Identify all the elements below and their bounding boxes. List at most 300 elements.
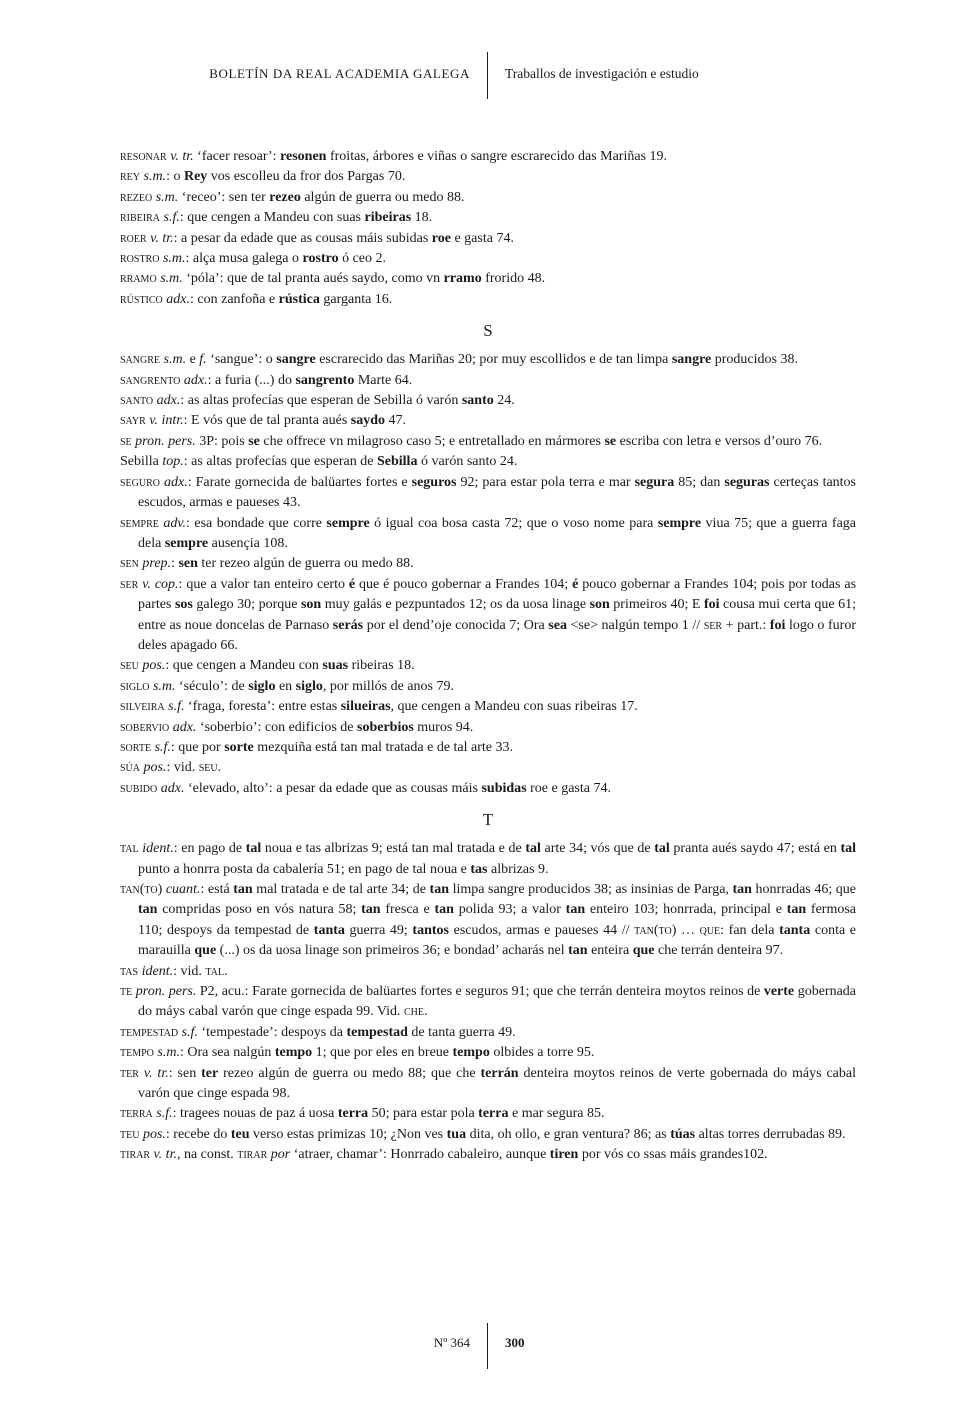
headword: siglo xyxy=(120,678,150,694)
entry-text: : esa bondade que corre xyxy=(186,515,327,531)
entry-text: ó ceo 2. xyxy=(338,251,387,267)
entry-text: 47. xyxy=(385,413,407,429)
glossary-entry xyxy=(120,839,856,880)
example-keyword: tan xyxy=(361,902,381,918)
example-keyword: tempestad xyxy=(346,1024,408,1040)
grammar-label: s.f. xyxy=(163,210,180,226)
headword: rramo xyxy=(120,271,157,287)
page-number: 300 xyxy=(505,1335,525,1350)
entry-text: Sebilla xyxy=(120,454,163,470)
example-keyword: sorte xyxy=(224,739,254,755)
example-keyword: sangre xyxy=(276,352,316,368)
entry-text: : alça musa galega o xyxy=(185,251,303,267)
example-keyword: que xyxy=(632,943,655,959)
entry-text: : en pago de xyxy=(173,841,246,857)
entry-text: ter rezeo algún de guerra ou medo 88. xyxy=(197,556,414,572)
example-keyword: Sebilla xyxy=(376,454,418,470)
example-keyword: sangrento xyxy=(295,372,355,388)
example-keyword: foi xyxy=(703,597,720,613)
example-keyword: suas xyxy=(322,658,349,674)
example-keyword: silueiras xyxy=(340,699,391,715)
glossary-entry xyxy=(120,738,856,758)
entry-text: : recebe do xyxy=(165,1126,231,1142)
entry-text: : xyxy=(171,556,179,572)
example-keyword: tan xyxy=(434,902,454,918)
headword: tan(to) xyxy=(120,882,163,897)
entry-text: ‘século’: de xyxy=(175,678,249,694)
entry-text: ó varón santo 24. xyxy=(417,454,518,470)
headword: sangre xyxy=(120,352,161,368)
headword: sen xyxy=(120,556,139,572)
grammar-label: s.f. xyxy=(181,1024,198,1040)
headword: resonar xyxy=(120,149,167,164)
entry-text: : Ora sea nalgún xyxy=(179,1045,275,1061)
entry-text: primeiros 40; E xyxy=(609,597,704,613)
entry-text: 1; que por eles en breue xyxy=(312,1045,453,1061)
entry-text: e gasta 74. xyxy=(450,230,514,246)
headword: sorte xyxy=(120,739,152,755)
entry-text: arte 34; vós que de xyxy=(540,841,655,857)
example-keyword: tal xyxy=(245,841,262,857)
headword: teu xyxy=(120,1126,140,1142)
example-keyword: ter xyxy=(201,1065,219,1081)
grammar-label: adx. xyxy=(172,719,197,735)
glossary-entry xyxy=(120,432,856,452)
entry-text: 85; dan xyxy=(674,474,725,490)
entry-text: roe e gasta 74. xyxy=(526,780,611,796)
grammar-label: pos. xyxy=(142,658,166,674)
example-keyword: tan xyxy=(565,902,586,918)
example-keyword: sangre xyxy=(671,352,712,368)
grammar-label: v. cop. xyxy=(142,576,179,592)
glossary-entry xyxy=(120,656,856,676)
entry-text: polida 93; a valor xyxy=(453,902,566,918)
example-keyword: tan xyxy=(786,902,807,918)
example-keyword: tiren xyxy=(549,1147,579,1163)
entry-text: frorido 48. xyxy=(481,271,546,287)
header-divider xyxy=(487,52,488,99)
headword: roer xyxy=(120,230,147,246)
glossary-entry xyxy=(120,1064,856,1105)
entry-text: mezquiña está tan mal tratada e de tal arte 33. xyxy=(253,739,514,755)
example-keyword: sea xyxy=(548,617,567,633)
glossary-entry xyxy=(120,249,856,269)
entry-text: che terrán denteira 97. xyxy=(654,943,784,959)
grammar-label: pron. pers. xyxy=(135,433,196,449)
example-keyword: son xyxy=(300,597,322,613)
entry-text: punto a honrra posta da cabalería 51; en pago de tal noua e xyxy=(138,861,471,877)
headword: tas xyxy=(120,963,139,979)
entry-text: olbides a torre 95. xyxy=(489,1045,595,1061)
glossary-entry xyxy=(120,473,856,514)
entry-text: , por millós de anos 79. xyxy=(322,678,454,694)
example-keyword: sempre xyxy=(164,535,209,551)
example-keyword: tempo xyxy=(452,1045,490,1061)
entry-text: . xyxy=(424,1004,428,1020)
example-keyword: tantos xyxy=(412,922,449,938)
entry-text: : Farate gornecida de balüartes fortes e xyxy=(187,474,412,490)
glossary-entry xyxy=(120,677,856,697)
glossary-entry xyxy=(120,1145,856,1165)
entry-text: conta e marauilla xyxy=(138,922,857,959)
grammar-label: cuant. xyxy=(165,882,201,897)
example-keyword: foi xyxy=(769,617,786,633)
grammar-label: v. intr. xyxy=(149,413,184,429)
headword: subido xyxy=(120,780,158,796)
headword: rezeo xyxy=(120,189,153,205)
example-keyword: tempo xyxy=(274,1045,313,1061)
grammar-label: v. tr. xyxy=(150,230,174,246)
headword: tempo xyxy=(120,1045,154,1061)
example-keyword: saydo xyxy=(350,413,386,429)
entry-text: 92; para estar pola terra e mar xyxy=(456,474,635,490)
glossary-entry xyxy=(120,167,856,187)
headword: seu xyxy=(198,760,218,776)
headword: se xyxy=(120,433,132,449)
headword: tirar xyxy=(120,1147,150,1163)
entry-text: 18. xyxy=(411,210,433,226)
headword: sayr xyxy=(120,413,146,429)
headword: terra xyxy=(120,1106,153,1122)
entry-text: altas torres derrubadas 89. xyxy=(695,1126,846,1142)
entry-text: : as altas profecías que esperan de xyxy=(183,454,377,470)
headword: rey xyxy=(120,169,140,185)
entry-text: ‘tempestade’: despoys da xyxy=(197,1024,347,1040)
running-header xyxy=(0,52,975,100)
example-keyword: sempre xyxy=(657,515,702,531)
entry-text: escrarecido das Mariñas 20; por muy escollidos e de tan limpa xyxy=(315,352,672,368)
glossary-entry xyxy=(120,290,856,310)
entry-text: ‘facer resoar’: xyxy=(193,149,281,164)
headword: ribeira xyxy=(120,210,160,226)
headword: te xyxy=(120,984,133,1000)
headword: rostro xyxy=(120,251,160,267)
example-keyword: tan xyxy=(568,943,588,959)
entry-text: ‘atraer, chamar’: Honrrado cabaleiro, aunque xyxy=(290,1147,550,1163)
example-keyword: sos xyxy=(174,597,193,613)
entry-text: escudos, armas e paueses 44 // xyxy=(448,922,635,938)
entry-text: ‘fraga, foresta’: entre estas xyxy=(184,699,341,715)
entry-text: ‘receo’: sen ter xyxy=(178,189,270,205)
example-keyword: tan xyxy=(732,882,752,897)
entry-text: algún de guerra ou medo 88. xyxy=(300,189,465,205)
grammar-label: s.m. xyxy=(163,352,187,368)
entry-text: : a furia (...) do xyxy=(207,372,296,388)
entry-text: 3P: pois xyxy=(195,433,249,449)
headword: seu xyxy=(120,658,139,674)
entry-text: en xyxy=(275,678,296,694)
grammar-label: ident. xyxy=(141,963,174,979)
entry-text: verso estas primizas 10; ¿Non ves xyxy=(249,1126,447,1142)
glossary-entry xyxy=(120,391,856,411)
headword: ser xyxy=(120,576,139,592)
example-keyword: soberbios xyxy=(357,719,414,735)
entry-text: vos escolleu da fror dos Pargas 70. xyxy=(207,169,406,185)
headword: sempre xyxy=(120,515,159,531)
entry-text: que é pouco gobernar a Frandes 104; xyxy=(355,576,573,592)
entry-text: por el dend’oje conocida 7; Ora xyxy=(363,617,549,633)
glossary-entry xyxy=(120,575,856,657)
entry-text: por vós co ssas máis grandes102. xyxy=(578,1147,768,1163)
entry-text: : que a valor tan enteiro certo xyxy=(178,576,349,592)
entry-text: : que cengen a Mandeu con suas xyxy=(179,210,365,226)
entry-text: : con zanfoña e xyxy=(190,291,279,307)
grammar-label: s.m. xyxy=(157,1045,180,1061)
grammar-label: adv. xyxy=(163,515,187,531)
glossary-entry xyxy=(120,269,856,289)
entry-text: che offrece vn milagroso caso 5; e entretallado en mármores xyxy=(259,433,605,449)
journal-title: BOLETÍN DA REAL ACADEMIA GALEGA xyxy=(209,66,470,81)
running-footer xyxy=(0,1323,975,1369)
headword: silveira xyxy=(120,699,165,715)
entry-text: : E vós que de tal pranta aués xyxy=(183,413,351,429)
example-keyword: se xyxy=(604,433,617,449)
glossary-entry xyxy=(120,1104,856,1124)
grammar-label: s.m. xyxy=(160,271,183,287)
entry-text: fermosa 110; despoys da tempestad de xyxy=(138,902,856,938)
glossary-entry xyxy=(120,350,856,370)
example-keyword: sen xyxy=(178,556,198,572)
entry-text: : que cengen a Mandeu con xyxy=(165,658,323,674)
grammar-label: v. tr. xyxy=(143,1065,169,1081)
entry-text: : vid. xyxy=(173,963,206,979)
entry-text: albrizas 9. xyxy=(487,861,549,877)
entry-text: : tragees nouas de paz á uosa xyxy=(172,1106,338,1122)
example-keyword: terra xyxy=(478,1106,509,1122)
entry-text: garganta 16. xyxy=(319,291,393,307)
example-keyword: que xyxy=(194,943,217,959)
example-keyword: é xyxy=(572,576,579,592)
glossary-entry xyxy=(120,411,856,431)
example-keyword: tan xyxy=(429,882,449,897)
example-keyword: tanta xyxy=(313,922,345,938)
entry-text: ‘elevado, alto’: a pesar da edade que as cousas máis xyxy=(184,780,482,796)
glossary-entry xyxy=(120,554,856,574)
entry-text: de tanta guerra 49. xyxy=(407,1024,516,1040)
entry-text: : que por xyxy=(170,739,225,755)
headword: ser xyxy=(703,617,723,633)
example-keyword: santo xyxy=(461,393,494,409)
entry-text: : está xyxy=(200,882,234,897)
entry-text: : o xyxy=(166,169,184,185)
entry-text: ó igual coa bosa casta 72; que o voso nome para xyxy=(369,515,658,531)
entry-text: muros 94. xyxy=(413,719,474,735)
grammar-label: pos. xyxy=(142,1126,166,1142)
grammar-label: s.f. xyxy=(154,739,171,755)
headword: santo xyxy=(120,393,154,409)
entry-text: mal tratada e de tal arte 34; de xyxy=(252,882,430,897)
entry-text: <se> nalgún tempo 1 // xyxy=(566,617,704,633)
example-keyword: son xyxy=(589,597,610,613)
entry-text: pouco gobernar a Frandes 104; pois por todas as partes xyxy=(138,576,857,613)
entry-text: noua e tas albrizas 9; está tan mal tratada e de xyxy=(261,841,526,857)
glossary-entry xyxy=(120,452,856,472)
entry-text: : sen xyxy=(168,1065,202,1081)
issue-number: Nº 364 xyxy=(433,1335,470,1350)
glossary-entry xyxy=(120,880,856,962)
grammar-label: adx. xyxy=(164,474,188,490)
glossary-entry xyxy=(120,779,856,799)
entry-text: escriba con letra e versos d’ouro 76. xyxy=(616,433,823,449)
grammar-label: s.m. xyxy=(152,678,176,694)
entry-text: , na const. xyxy=(176,1147,238,1163)
grammar-label: por xyxy=(270,1147,291,1163)
headword: che xyxy=(404,1004,424,1020)
example-keyword: segura xyxy=(634,474,675,490)
example-keyword: rústica xyxy=(278,291,320,307)
example-keyword: é xyxy=(348,576,356,592)
headword: seguro xyxy=(120,474,161,490)
section-letter: S xyxy=(483,321,493,341)
entry-text: cousa mui certa que 61; entre as noue doncelas de Parnaso xyxy=(138,597,856,633)
example-keyword: Rey xyxy=(183,169,208,185)
glossary-entry xyxy=(120,371,856,391)
glossary-entry xyxy=(120,229,856,249)
glossary-entry xyxy=(120,718,856,738)
example-keyword: siglo xyxy=(248,678,276,694)
entry-text: ‘sangue’: o xyxy=(206,352,277,368)
example-keyword: roe xyxy=(431,230,451,246)
entry-text: gobernada do máys cabal varón que cinge espada 99. Vid. xyxy=(138,984,856,1020)
example-keyword: rramo xyxy=(443,271,482,287)
grammar-label: adx. xyxy=(166,291,191,307)
footer-divider xyxy=(487,1323,488,1369)
grammar-label: pron. pers. xyxy=(135,984,197,1000)
glossary-entry xyxy=(120,1125,856,1145)
glossary-entry xyxy=(120,962,856,982)
example-keyword: tal xyxy=(654,841,670,857)
example-keyword: túas xyxy=(670,1126,696,1142)
entry-text: producidos 38. xyxy=(711,352,798,368)
entry-text: enteira xyxy=(587,943,633,959)
glossary-entry xyxy=(120,758,856,778)
entry-text: ausençia 108. xyxy=(208,535,288,551)
entry-text: honrradas 46; que xyxy=(751,882,857,897)
entry-text: Marte 64. xyxy=(354,372,413,388)
grammar-label: ident. xyxy=(142,841,174,857)
entry-text: e xyxy=(186,352,200,368)
entry-text: viua 75; que a guerra faga dela xyxy=(138,515,857,551)
glossary-entry xyxy=(120,1023,856,1043)
grammar-label: pos. xyxy=(143,760,167,776)
grammar-label: f. xyxy=(199,352,207,368)
headword: tan(to) … que xyxy=(634,922,721,938)
glossary-entry xyxy=(120,208,856,228)
entry-text: muy galás e pezpuntados 12; os da uosa linage xyxy=(321,597,590,613)
entry-text: guerra 49; xyxy=(344,922,413,938)
glossary-entry xyxy=(120,1043,856,1063)
example-keyword: seguros xyxy=(411,474,457,490)
grammar-label: s.m. xyxy=(155,189,179,205)
entry-text: : a pesar da edade que as cousas máis subidas xyxy=(173,230,432,246)
example-keyword: seguras xyxy=(724,474,770,490)
entry-text: 24. xyxy=(493,393,515,409)
headword: sangrento xyxy=(120,372,181,388)
grammar-label: adx. xyxy=(160,780,185,796)
entry-text: enteiro 103; honrrada, principal e xyxy=(585,902,787,918)
headword: rústico xyxy=(120,291,163,307)
example-keyword: tua xyxy=(446,1126,467,1142)
grammar-label: adx. xyxy=(156,393,181,409)
example-keyword: verte xyxy=(763,984,795,1000)
example-keyword: rezeo xyxy=(269,189,301,205)
glossary-entry xyxy=(120,147,856,167)
entry-text: P2, acu.: Farate gornecida de balüartes fortes e seguros 91; que che terrán denteira moytos reinos de xyxy=(196,984,764,1000)
entry-text: fresca e xyxy=(380,902,435,918)
glossary-entry xyxy=(120,188,856,208)
example-keyword: tal xyxy=(525,841,541,857)
example-keyword: ribeiras xyxy=(364,210,412,226)
entry-text: . xyxy=(224,963,228,979)
entry-text: : fan dela xyxy=(720,922,780,938)
grammar-label: v. tr. xyxy=(170,149,194,164)
entry-text: + part.: xyxy=(722,617,770,633)
example-keyword: se xyxy=(248,433,260,449)
section-title: Traballos de investigación e estudio xyxy=(505,66,699,81)
grammar-label: s.f. xyxy=(156,1106,173,1122)
example-keyword: tan xyxy=(138,902,158,918)
entry-text: , que cengen a Mandeu con suas ribeiras 17. xyxy=(390,699,638,715)
grammar-label: top. xyxy=(162,454,184,470)
entry-text: (...) os da uosa linage son primeiros 36; e bondad’ acharás nel xyxy=(216,943,569,959)
example-keyword: tas xyxy=(470,861,488,877)
section-letter: T xyxy=(482,810,494,830)
entry-text: denteira moytos reinos de verte gobernada do máys cabal varón que cinge espada 98. xyxy=(138,1065,857,1102)
example-keyword: rostro xyxy=(302,251,339,267)
example-keyword: sempre xyxy=(326,515,370,531)
entry-text: : as altas profecías que esperan de Sebilla ó varón xyxy=(180,393,462,409)
entry-text: dita, oh ollo, e gran ventura? 86; as xyxy=(466,1126,671,1142)
example-keyword: subidas xyxy=(481,780,527,796)
entry-text: limpa sangre producidos 38; as insinias de Parga, xyxy=(448,882,733,897)
glossary-body xyxy=(120,147,856,1166)
entry-text: 50; para estar pola xyxy=(368,1106,479,1122)
headword: tal xyxy=(205,963,225,979)
example-keyword: tan xyxy=(233,882,253,897)
grammar-label: s.f. xyxy=(168,699,185,715)
headword: tempestad xyxy=(120,1024,179,1040)
grammar-label: prep. xyxy=(142,556,172,572)
entry-text: . xyxy=(217,760,222,776)
entry-text: rezeo algún de guerra ou medo 88; que che xyxy=(218,1065,481,1081)
grammar-label: s.m. xyxy=(143,169,167,185)
glossary-entry xyxy=(120,514,856,555)
example-keyword: siglo xyxy=(295,678,323,694)
entry-text: ribeiras 18. xyxy=(348,658,415,674)
entry-text: logo o furor deles apagado 66. xyxy=(138,617,856,653)
entry-text: froitas, árbores e viñas o sangre escrarecido das Mariñas 19. xyxy=(326,149,668,164)
glossary-entry xyxy=(120,982,856,1023)
example-keyword: resonen xyxy=(280,149,327,164)
glossary-entry xyxy=(120,697,856,717)
example-keyword: teu xyxy=(230,1126,250,1142)
entry-text: : vid. xyxy=(166,760,199,776)
headword: sobervio xyxy=(120,719,170,735)
headword: súa xyxy=(120,760,141,776)
entry-text: galego 30; porque xyxy=(192,597,301,613)
headword: ter xyxy=(120,1065,139,1081)
entry-text: compridas poso en vós natura 58; xyxy=(157,902,362,918)
entry-text: certeças tantos escudos, armas e paueses 43. xyxy=(138,474,857,511)
entry-text: e mar segura 85. xyxy=(508,1106,605,1122)
grammar-label: adx. xyxy=(183,372,208,388)
entry-text: ‘soberbio’: con edificios de xyxy=(196,719,357,735)
example-keyword: serás xyxy=(332,617,364,633)
example-keyword: terrán xyxy=(480,1065,519,1081)
example-keyword: terra xyxy=(337,1106,369,1122)
example-keyword: tal xyxy=(840,841,857,857)
entry-text: ‘póla’: que de tal pranta aués saydo, como vn xyxy=(182,271,444,287)
